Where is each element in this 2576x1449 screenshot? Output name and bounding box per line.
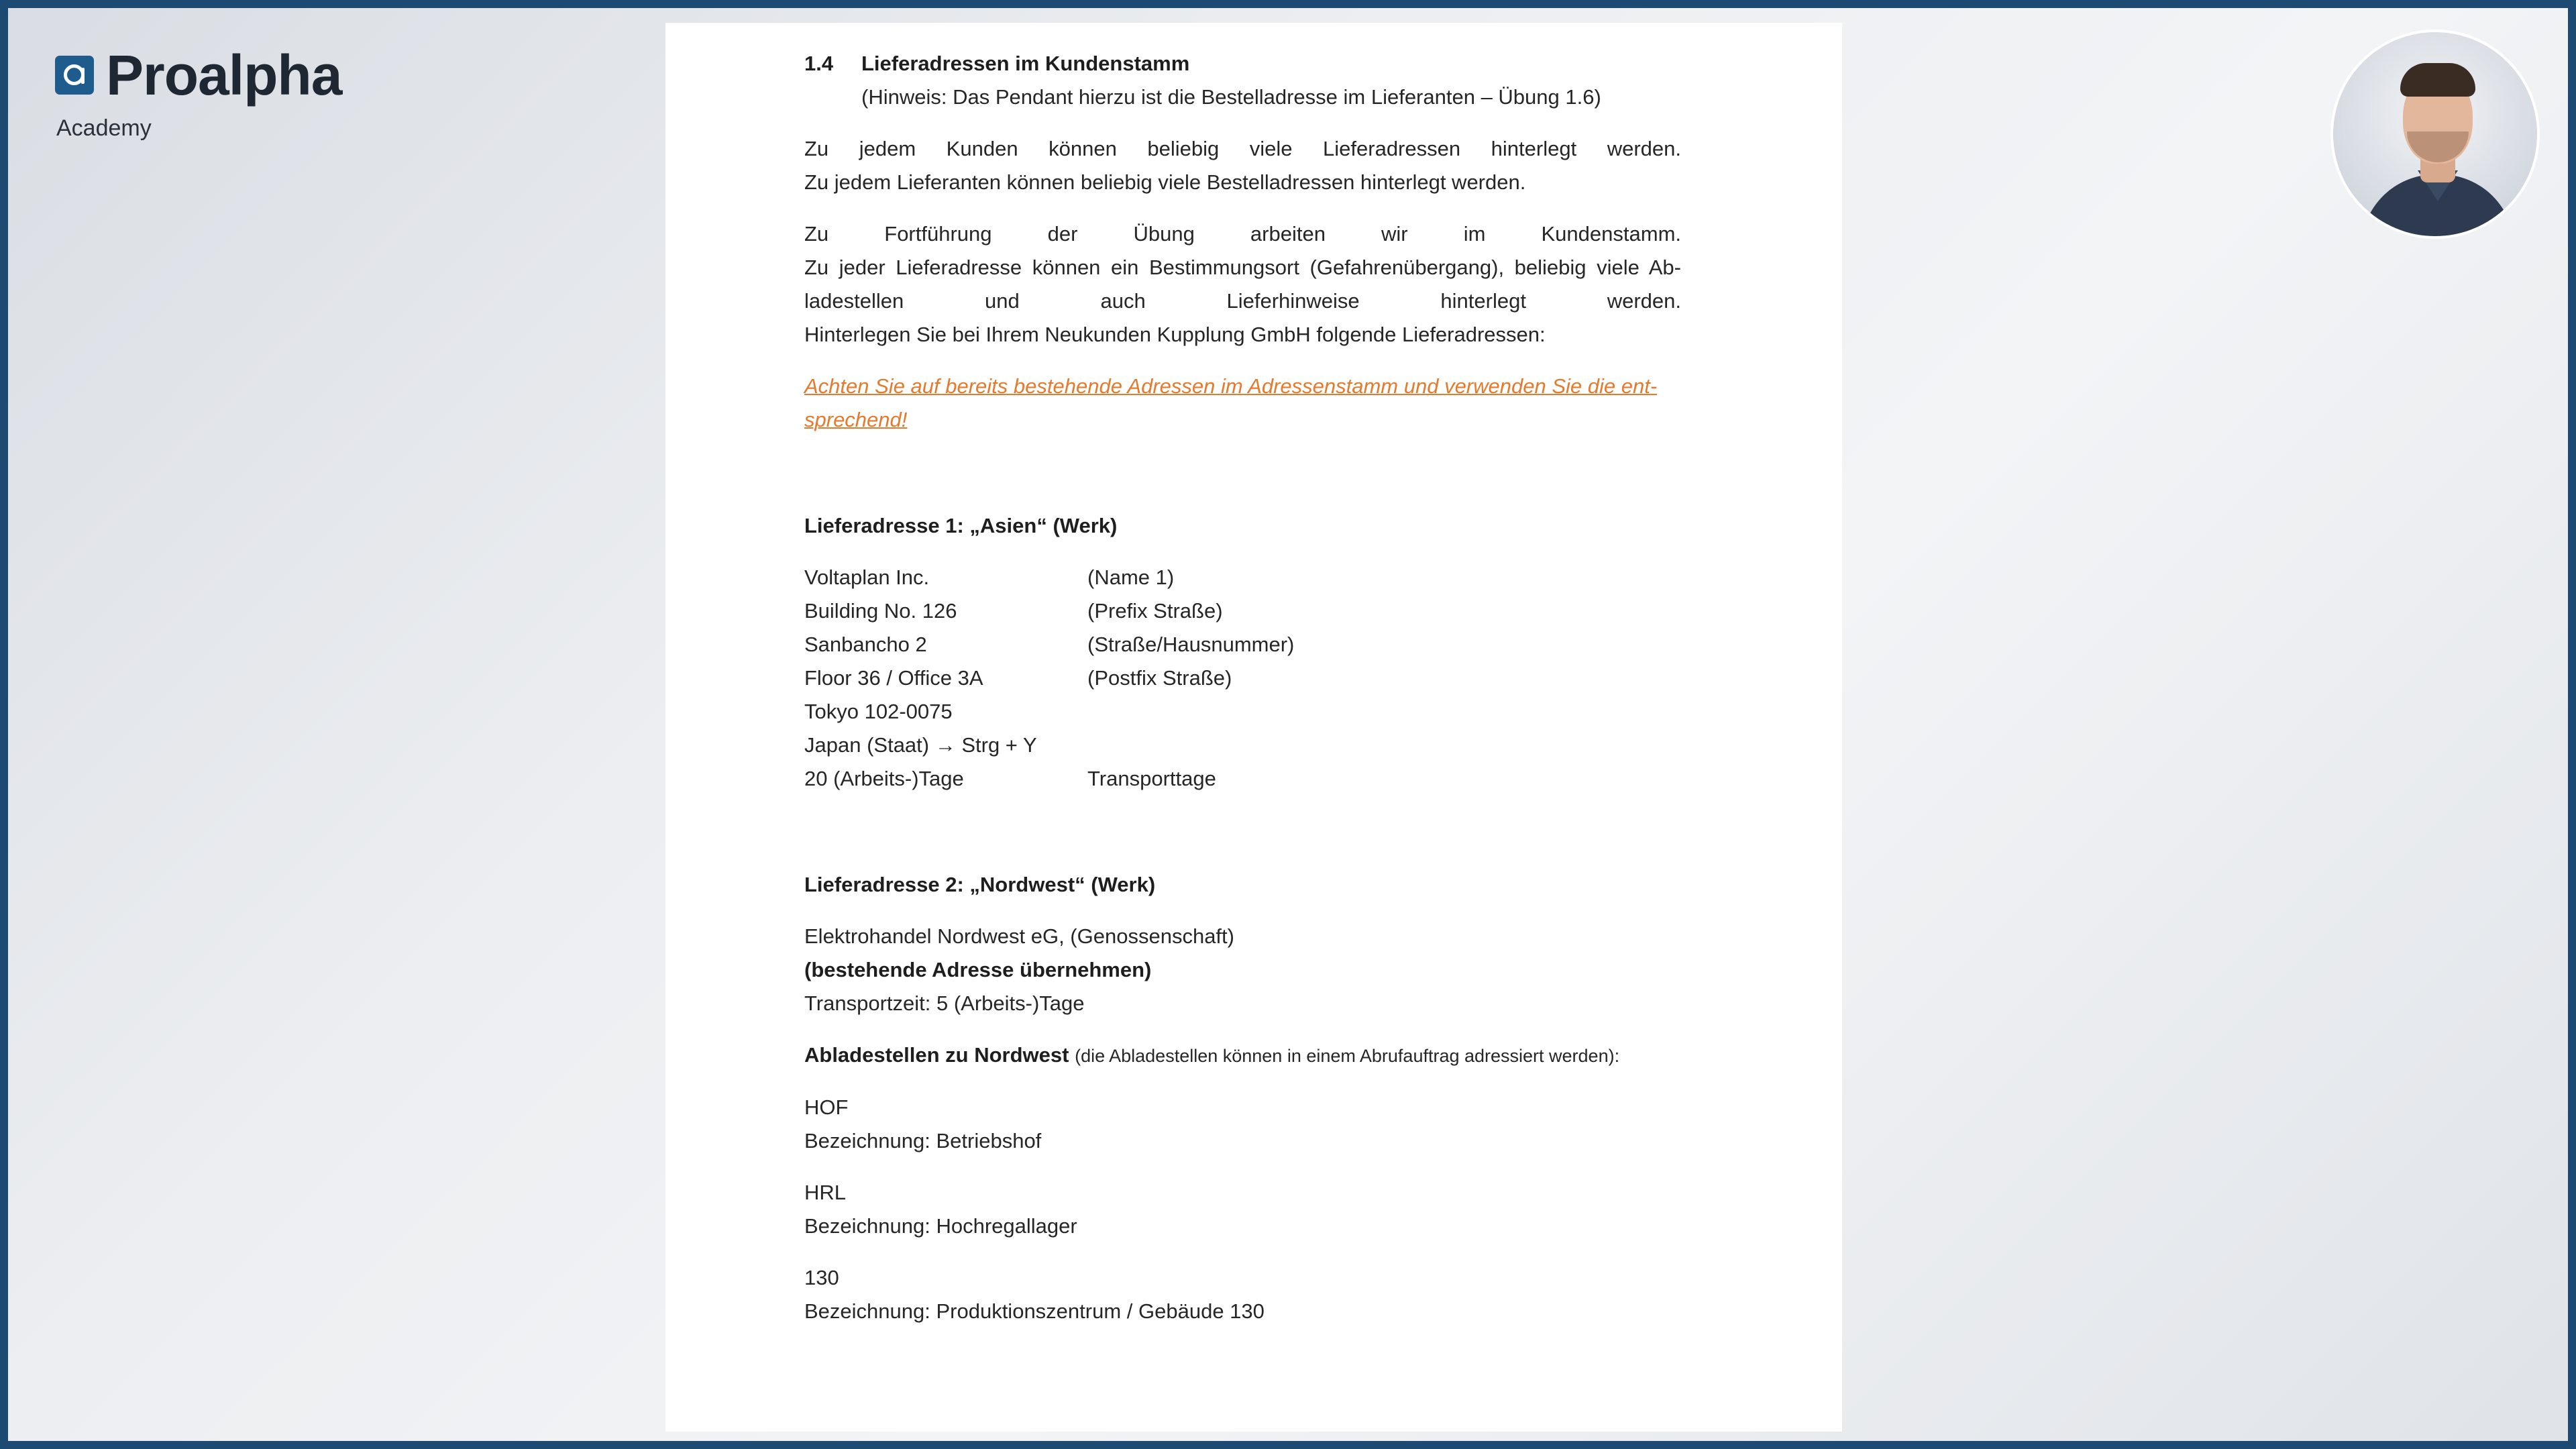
- intro-line: Zu jedem Kunden können beliebig viele Lieferadressen hinterlegt werden.: [804, 137, 1681, 160]
- addr1-row: [804, 762, 1681, 796]
- exercise-line: Hinterlegen Sie bei Ihrem Neukunden Kupplung GmbH folgende Lieferadressen:: [804, 323, 1546, 346]
- intro-line: Zu jedem Lieferanten können beliebig viele Bestelladressen hinterlegt werden.: [804, 170, 1526, 194]
- exercise-line: Zu jeder Lieferadresse können ein Bestimmungsort (Gefahrenübergang), beliebig viele Ab-: [804, 256, 1681, 279]
- document-page: [665, 23, 1842, 1432]
- addr1-value: Floor 36 / Office 3A: [804, 666, 983, 690]
- station-item: [804, 1091, 1681, 1158]
- addr1-row: [804, 695, 1681, 729]
- addr1-note: Transporttage: [1087, 767, 1216, 790]
- unload-note: (die Abladestellen können in einem Abrufauftrag adressiert werden):: [1075, 1046, 1620, 1066]
- station-code: 130: [804, 1266, 839, 1289]
- addr1-note: (Straße/Hausnummer): [1087, 633, 1295, 656]
- unload-heading: [804, 1038, 1681, 1073]
- brand-subtitle: Academy: [56, 115, 152, 141]
- section-hint: (Hinweis: Das Pendant hierzu ist die Bestelladresse im Lieferanten – Übung 1.6): [861, 85, 1601, 109]
- exercise-line: ladestellen und auch Lieferhinweise hinterlegt werden.: [804, 289, 1681, 313]
- presenter-webcam: [2330, 30, 2540, 239]
- addr1-table: [804, 561, 1681, 796]
- addr1-row: [804, 729, 1681, 762]
- section-number: 1.4: [804, 52, 834, 75]
- addr2-title: Lieferadresse 2: „Nordwest“ (Werk): [804, 873, 1156, 896]
- section-title: Lieferadressen im Kundenstamm: [861, 52, 1190, 75]
- addr1-note: (Name 1): [1087, 566, 1175, 589]
- addr1-row: [804, 661, 1681, 695]
- addr1-title: Lieferadresse 1: „Asien“ (Werk): [804, 514, 1118, 537]
- warning-note: [804, 370, 1681, 437]
- station-code: HOF: [804, 1095, 849, 1119]
- exercise-line: Zu Fortführung der Übung arbeiten wir im Kundenstamm.: [804, 222, 1681, 246]
- addr2-block: [804, 920, 1681, 1020]
- addr2-transport: Transportzeit: 5 (Arbeits-)Tage: [804, 991, 1085, 1015]
- addr1-note: (Postfix Straße): [1087, 666, 1232, 690]
- station-item: [804, 1261, 1681, 1328]
- addr1-value: Voltaplan Inc.: [804, 566, 930, 589]
- document-content: [804, 47, 1681, 1328]
- addr1-value: Building No. 126: [804, 599, 957, 623]
- station-code: HRL: [804, 1181, 847, 1204]
- station-label: Bezeichnung: Hochregallager: [804, 1214, 1077, 1238]
- addr1-value: Sanbancho 2: [804, 633, 927, 656]
- addr1-row: [804, 628, 1681, 661]
- brand-name: Proalpha: [106, 44, 342, 107]
- warning-line: Achten Sie auf bereits bestehende Adressen im Adressenstamm und verwenden Sie die ent-: [804, 374, 1658, 398]
- warning-line: sprechend!: [804, 408, 908, 431]
- addr1-row: [804, 561, 1681, 594]
- station-label: Bezeichnung: Betriebshof: [804, 1129, 1042, 1152]
- addr1-value: Tokyo 102-0075: [804, 700, 953, 723]
- section-heading: [804, 47, 1681, 80]
- addr2-instruction: (bestehende Adresse übernehmen): [804, 958, 1152, 981]
- brand-logo: [55, 44, 342, 142]
- station-label: Bezeichnung: Produktionszentrum / Gebäude 130: [804, 1299, 1265, 1323]
- addr1-value: Japan (Staat) → Strg + Y: [804, 733, 1037, 757]
- unload-title: Abladestellen zu Nordwest: [804, 1043, 1069, 1067]
- addr1-value: 20 (Arbeits-)Tage: [804, 767, 964, 790]
- proalpha-a-icon: [55, 56, 94, 95]
- addr1-note: (Prefix Straße): [1087, 599, 1223, 623]
- addr1-row: [804, 594, 1681, 628]
- intro-paragraph: [804, 132, 1681, 199]
- exercise-paragraph: [804, 217, 1681, 352]
- station-item: [804, 1176, 1681, 1243]
- addr1-note: [1087, 729, 1681, 762]
- addr2-line: Elektrohandel Nordwest eG, (Genossenschaft): [804, 924, 1234, 948]
- addr1-note: [1087, 695, 1681, 729]
